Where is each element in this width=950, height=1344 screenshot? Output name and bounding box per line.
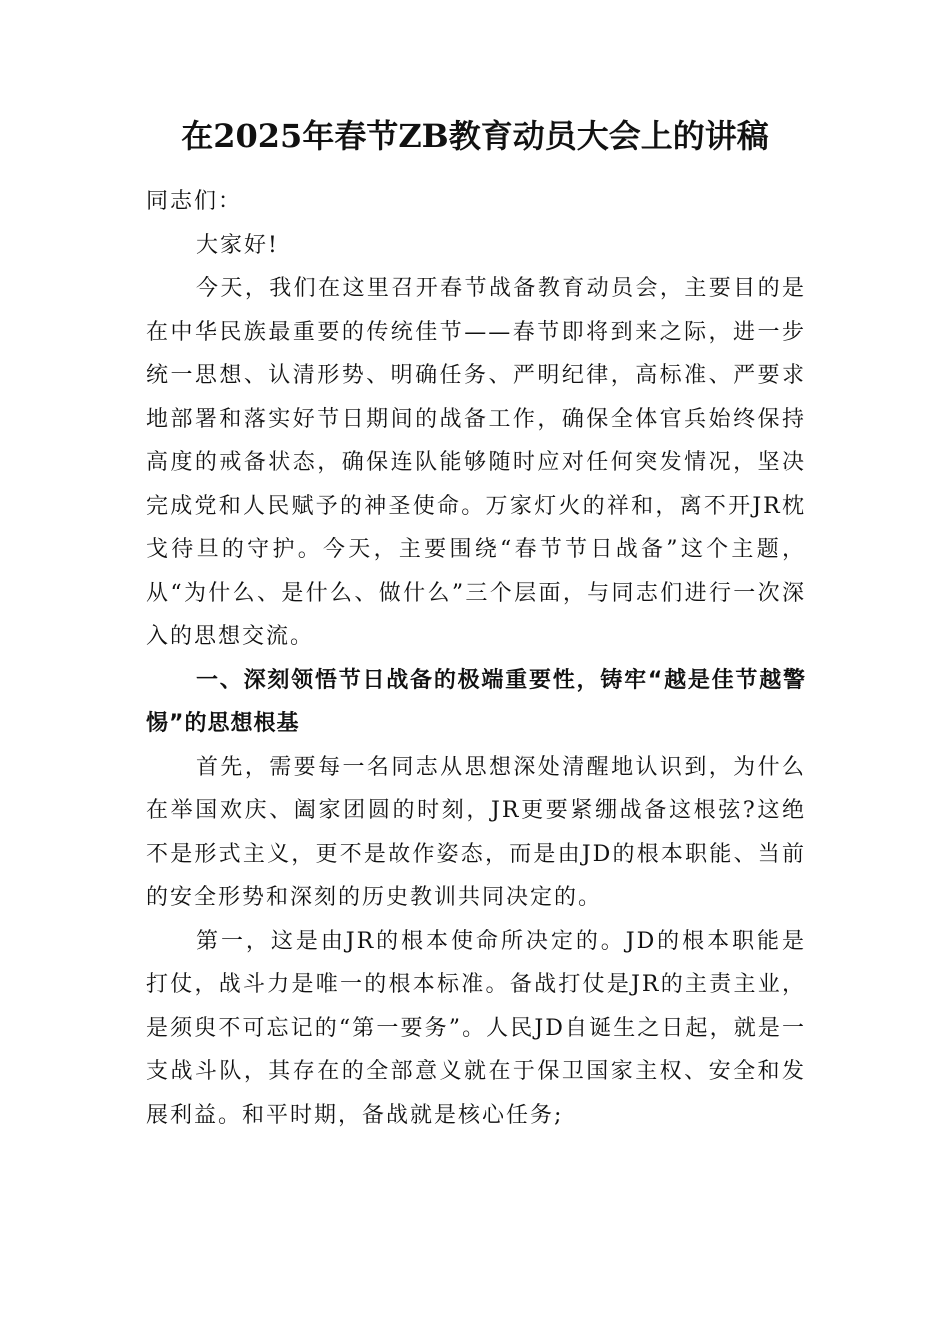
document-title: 在2025年春节ZB教育动员大会上的讲稿 [181,117,769,155]
document-body [146,180,806,1137]
section-heading: 一、深刻领悟节日战备的极端重要性，铸牢“越是佳节越警惕”的思想根基 [146,667,806,736]
salutation: 同志们： [146,189,243,214]
greeting: 大家好! [196,232,279,258]
paragraph-section1-2: 第一，这是由JR的根本使命所决定的。JD的根本职能是打仗，战斗力是唯一的根本标准。备战打仗是JR的主责主业，是须臾不可忘记的“第一要务”。人民JD自诞生之日起，就是一支战斗队，其存在的全部意义就在于保卫国家主权、安全和发展利益。和平时期，备战就是核心任务; [146,928,806,1128]
paragraph-section1-1: 首先，需要每一名同志从思想深处清醒地认识到，为什么在举国欢庆、阖家团圆的时刻，JR更要紧绷战备这根弦?这绝不是形式主义，更不是故作姿态，而是由JD的根本职能、当前的安全形势和深刻的历史教训共同决定的。 [146,754,806,910]
paragraph-intro: 今天，我们在这里召开春节战备教育动员会，主要目的是在中华民族最重要的传统佳节——春节即将到来之际，进一步统一思想、认清形势、明确任务、严明纪律，高标准、严要求地部署和落实好节日期间的战备工作，确保全体官兵始终保持高度的戒备状态，确保连队能够随时应对任何突发情况，坚决完成党和人民赋予的神圣使命。万家灯火的祥和，离不开JR枕戈待旦的守护。今天，主要围绕“春节节日战备”这个主题，从“为什么、是什么、做什么”三个层面，与同志们进行一次深入的思想交流。 [146,276,806,649]
